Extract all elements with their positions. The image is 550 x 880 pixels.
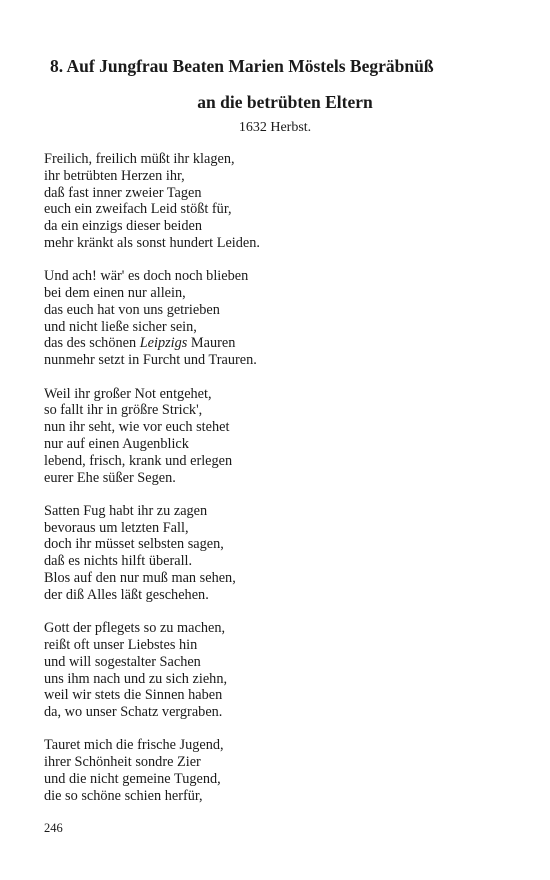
line-text: eurer Ehe süßer Segen. <box>44 469 176 486</box>
poem-line <box>44 704 260 721</box>
line-text: daß es nichts hilft überall. <box>44 553 193 570</box>
poem-line <box>44 654 260 671</box>
poem-line <box>44 235 260 252</box>
line-text: der diß Alles läßt geschehen. <box>44 586 209 603</box>
poem-line <box>44 285 260 302</box>
line-text: nunmehr setzt in Furcht und Trauren. <box>44 352 257 369</box>
poem-line <box>44 302 260 319</box>
poem-line <box>44 687 260 704</box>
poem-line <box>44 268 260 285</box>
poem-line <box>44 637 260 654</box>
line-text: Freilich, freilich müßt ihr klagen, <box>44 151 235 167</box>
line-text: euch ein zweifach Leid stößt für, <box>44 201 232 218</box>
line-text: ihr betrübten Herzen ihr, <box>44 167 185 184</box>
line-text: und will sogestalter Sachen <box>44 653 201 670</box>
poem-line <box>44 151 260 168</box>
line-text: daß fast inner zweier Tagen <box>44 184 202 201</box>
emphasized-word: Leipzigs <box>139 335 188 352</box>
poem-line <box>44 771 260 788</box>
line-text: das des schönen <box>44 335 140 352</box>
poem-line <box>44 419 260 436</box>
line-text: und die nicht gemeine Tugend, <box>44 771 221 787</box>
poem-line <box>44 754 260 771</box>
line-text: uns ihm nach und zu sich ziehn, <box>44 670 228 687</box>
line-text: doch ihr müsset selbsten sagen, <box>44 536 224 553</box>
poem-title: 8. Auf Jungfrau Beaten Marien Möstels Begräbnüß <box>50 56 434 76</box>
poem-line <box>44 335 260 352</box>
line-text: mehr kränkt als sonst hundert Leiden. <box>44 234 260 251</box>
poem-line <box>44 185 260 202</box>
line-text: da ein einzigs dieser beiden <box>44 218 202 235</box>
poem-body <box>44 151 260 821</box>
poem-line <box>44 436 260 453</box>
line-text: reißt oft unser Liebstes hin <box>44 636 198 653</box>
line-text: weil wir stets die Sinnen haben <box>44 687 223 704</box>
poem-date: 1632 Herbst. <box>238 120 312 135</box>
line-text: so fallt ihr in größre Strick', <box>44 402 203 419</box>
poem-line <box>44 453 260 470</box>
poem-line <box>44 737 260 754</box>
poem-line <box>44 788 260 805</box>
line-text: die so schöne schien herfür, <box>44 787 203 804</box>
line-text: Mauren <box>187 335 236 352</box>
poem-line <box>44 352 260 369</box>
poem-line <box>44 386 260 403</box>
line-text: lebend, frisch, krank und erlegen <box>44 452 233 469</box>
stanza <box>44 737 260 804</box>
poem-line <box>44 520 260 537</box>
line-text: Blos auf den nur muß man sehen, <box>44 570 236 587</box>
line-text: Weil ihr großer Not entgehet, <box>44 385 212 402</box>
stanza <box>44 503 260 604</box>
stanza <box>44 151 260 252</box>
line-text: da, wo unser Schatz vergraben. <box>44 704 223 721</box>
poem-line <box>44 553 260 570</box>
line-text: nun ihr seht, wie vor euch stehet <box>44 419 230 436</box>
line-text: bevoraus um letzten Fall, <box>44 519 189 536</box>
line-text: nur auf einen Augenblick <box>44 435 189 452</box>
poem-line <box>44 536 260 553</box>
stanza <box>44 268 260 369</box>
stanza <box>44 386 260 487</box>
line-text: Gott der pflegets so zu machen, <box>44 620 226 637</box>
line-text: das euch hat von uns getrieben <box>44 301 220 318</box>
line-text: Tauret mich die frische Jugend, <box>44 737 224 754</box>
line-text: ihrer Schönheit sondre Zier <box>44 754 201 771</box>
stanza <box>44 620 260 721</box>
poem-line <box>44 620 260 637</box>
poem-line <box>44 402 260 419</box>
poem-line <box>44 587 260 604</box>
poem-line <box>44 503 260 520</box>
line-text: Und ach! wär' es doch noch blieben <box>44 268 249 285</box>
line-text: Satten Fug habt ihr zu zagen <box>44 502 208 519</box>
poem-line <box>44 470 260 487</box>
poem-line <box>44 168 260 185</box>
poem-line <box>44 201 260 218</box>
line-text: bei dem einen nur allein, <box>44 285 186 302</box>
poem-line <box>44 319 260 336</box>
poem-line <box>44 671 260 688</box>
poem-line <box>44 218 260 235</box>
line-text: und nicht ließe sicher sein, <box>44 318 197 335</box>
poem-line <box>44 570 260 587</box>
poem-subtitle: an die betrübten Eltern <box>197 92 373 112</box>
page-number: 246 <box>44 821 63 835</box>
